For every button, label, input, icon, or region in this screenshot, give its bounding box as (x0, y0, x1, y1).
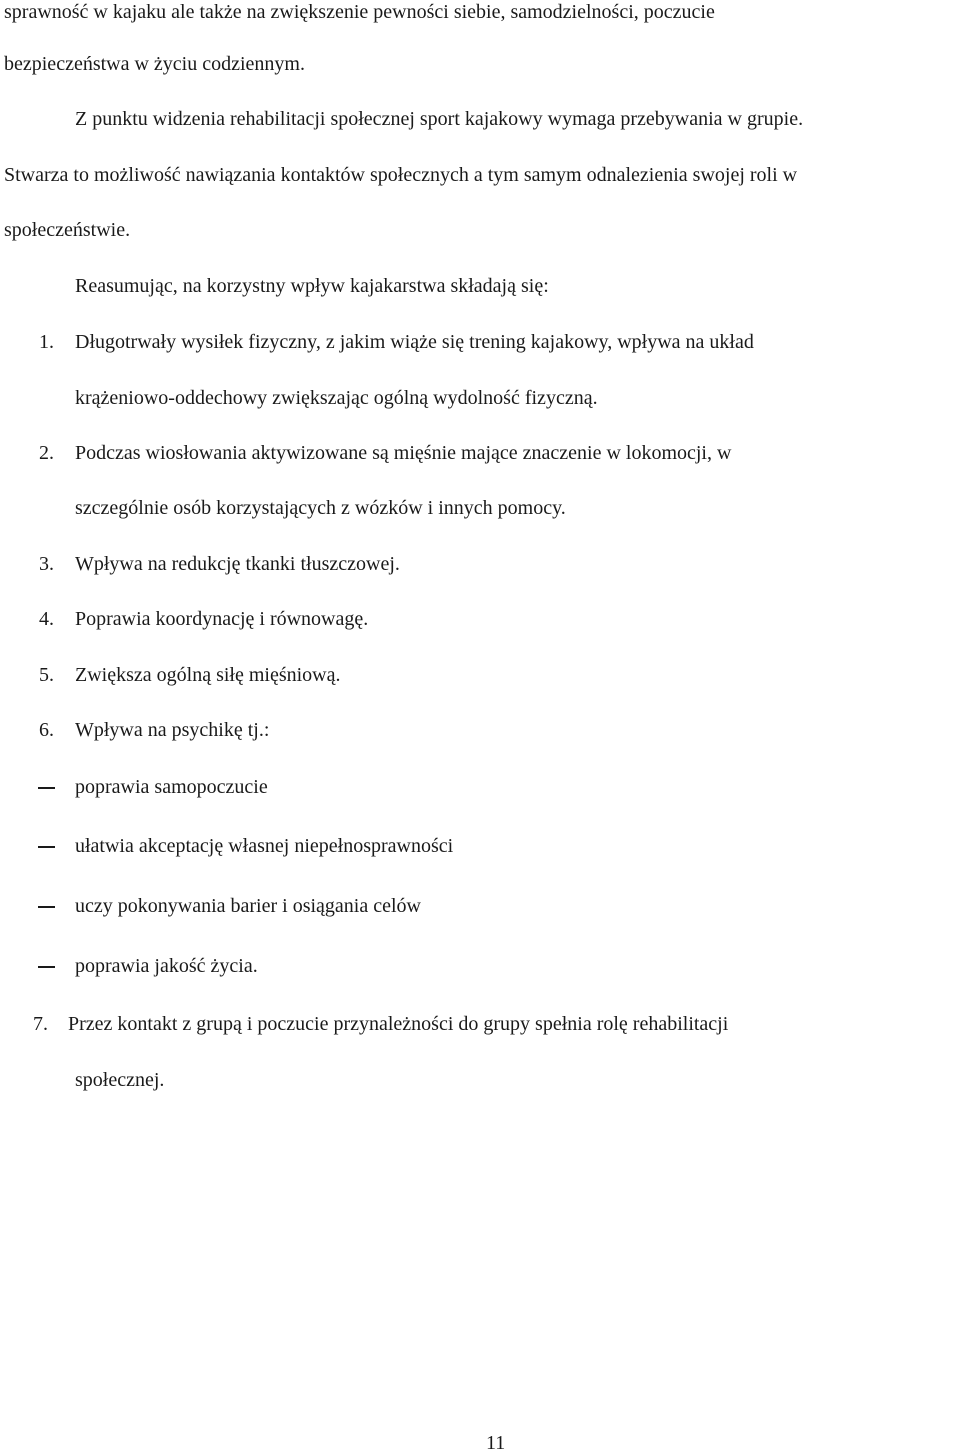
sublist-item: ułatwia akceptację własnej niepełnosprawności (75, 835, 454, 857)
dash-bullet (38, 846, 55, 848)
list-number: 1. (39, 331, 54, 353)
paragraph-line: bezpieczeństwa w życiu codziennym. (4, 53, 305, 75)
list-number: 3. (39, 553, 54, 575)
page-number: 11 (486, 1432, 506, 1454)
list-number: 5. (39, 664, 54, 686)
list-item-line: Zwiększa ogólną siłę mięśniową. (75, 664, 341, 686)
list-item-line: Wpływa na redukcję tkanki tłuszczowej. (75, 553, 400, 575)
list-number: 4. (39, 608, 54, 630)
list-item-line: Wpływa na psychikę tj.: (75, 719, 270, 741)
paragraph-line: Z punktu widzenia rehabilitacji społecznej sport kajakowy wymaga przebywania w grupie. (75, 108, 804, 130)
dash-bullet (38, 966, 55, 968)
dash-bullet (38, 787, 55, 789)
list-number: 6. (39, 719, 54, 741)
list-number: 7. (33, 1013, 48, 1035)
list-number: 2. (39, 442, 54, 464)
sublist-item: poprawia jakość życia. (75, 955, 258, 977)
list-item-line: społecznej. (75, 1069, 165, 1091)
paragraph-line: sprawność w kajaku ale także na zwiększenie pewności siebie, samodzielności, poczucie (4, 1, 715, 23)
sublist-item: uczy pokonywania barier i osiągania celów (75, 895, 421, 917)
list-item-line: Długotrwały wysiłek fizyczny, z jakim wiąże się trening kajakowy, wpływa na układ (75, 331, 754, 353)
paragraph-line: Reasumując, na korzystny wpływ kajakarstwa składają się: (75, 275, 549, 297)
paragraph-line: Stwarza to możliwość nawiązania kontaktów społecznych a tym samym odnalezienia swojej roli w (4, 164, 798, 186)
list-item-line: krążeniowo-oddechowy zwiększając ogólną wydolność fizyczną. (75, 387, 598, 409)
dash-bullet (38, 906, 55, 908)
list-item-line: Przez kontakt z grupą i poczucie przynależności do grupy spełnia rolę rehabilitacji (68, 1013, 729, 1035)
list-item-line: Poprawia koordynację i równowagę. (75, 608, 369, 630)
list-item-line: Podczas wiosłowania aktywizowane są mięśnie mające znaczenie w lokomocji, w (75, 442, 732, 464)
list-item-line: szczególnie osób korzystających z wózków i innych pomocy. (75, 497, 566, 519)
sublist-item: poprawia samopoczucie (75, 776, 268, 798)
paragraph-line: społeczeństwie. (4, 219, 131, 241)
